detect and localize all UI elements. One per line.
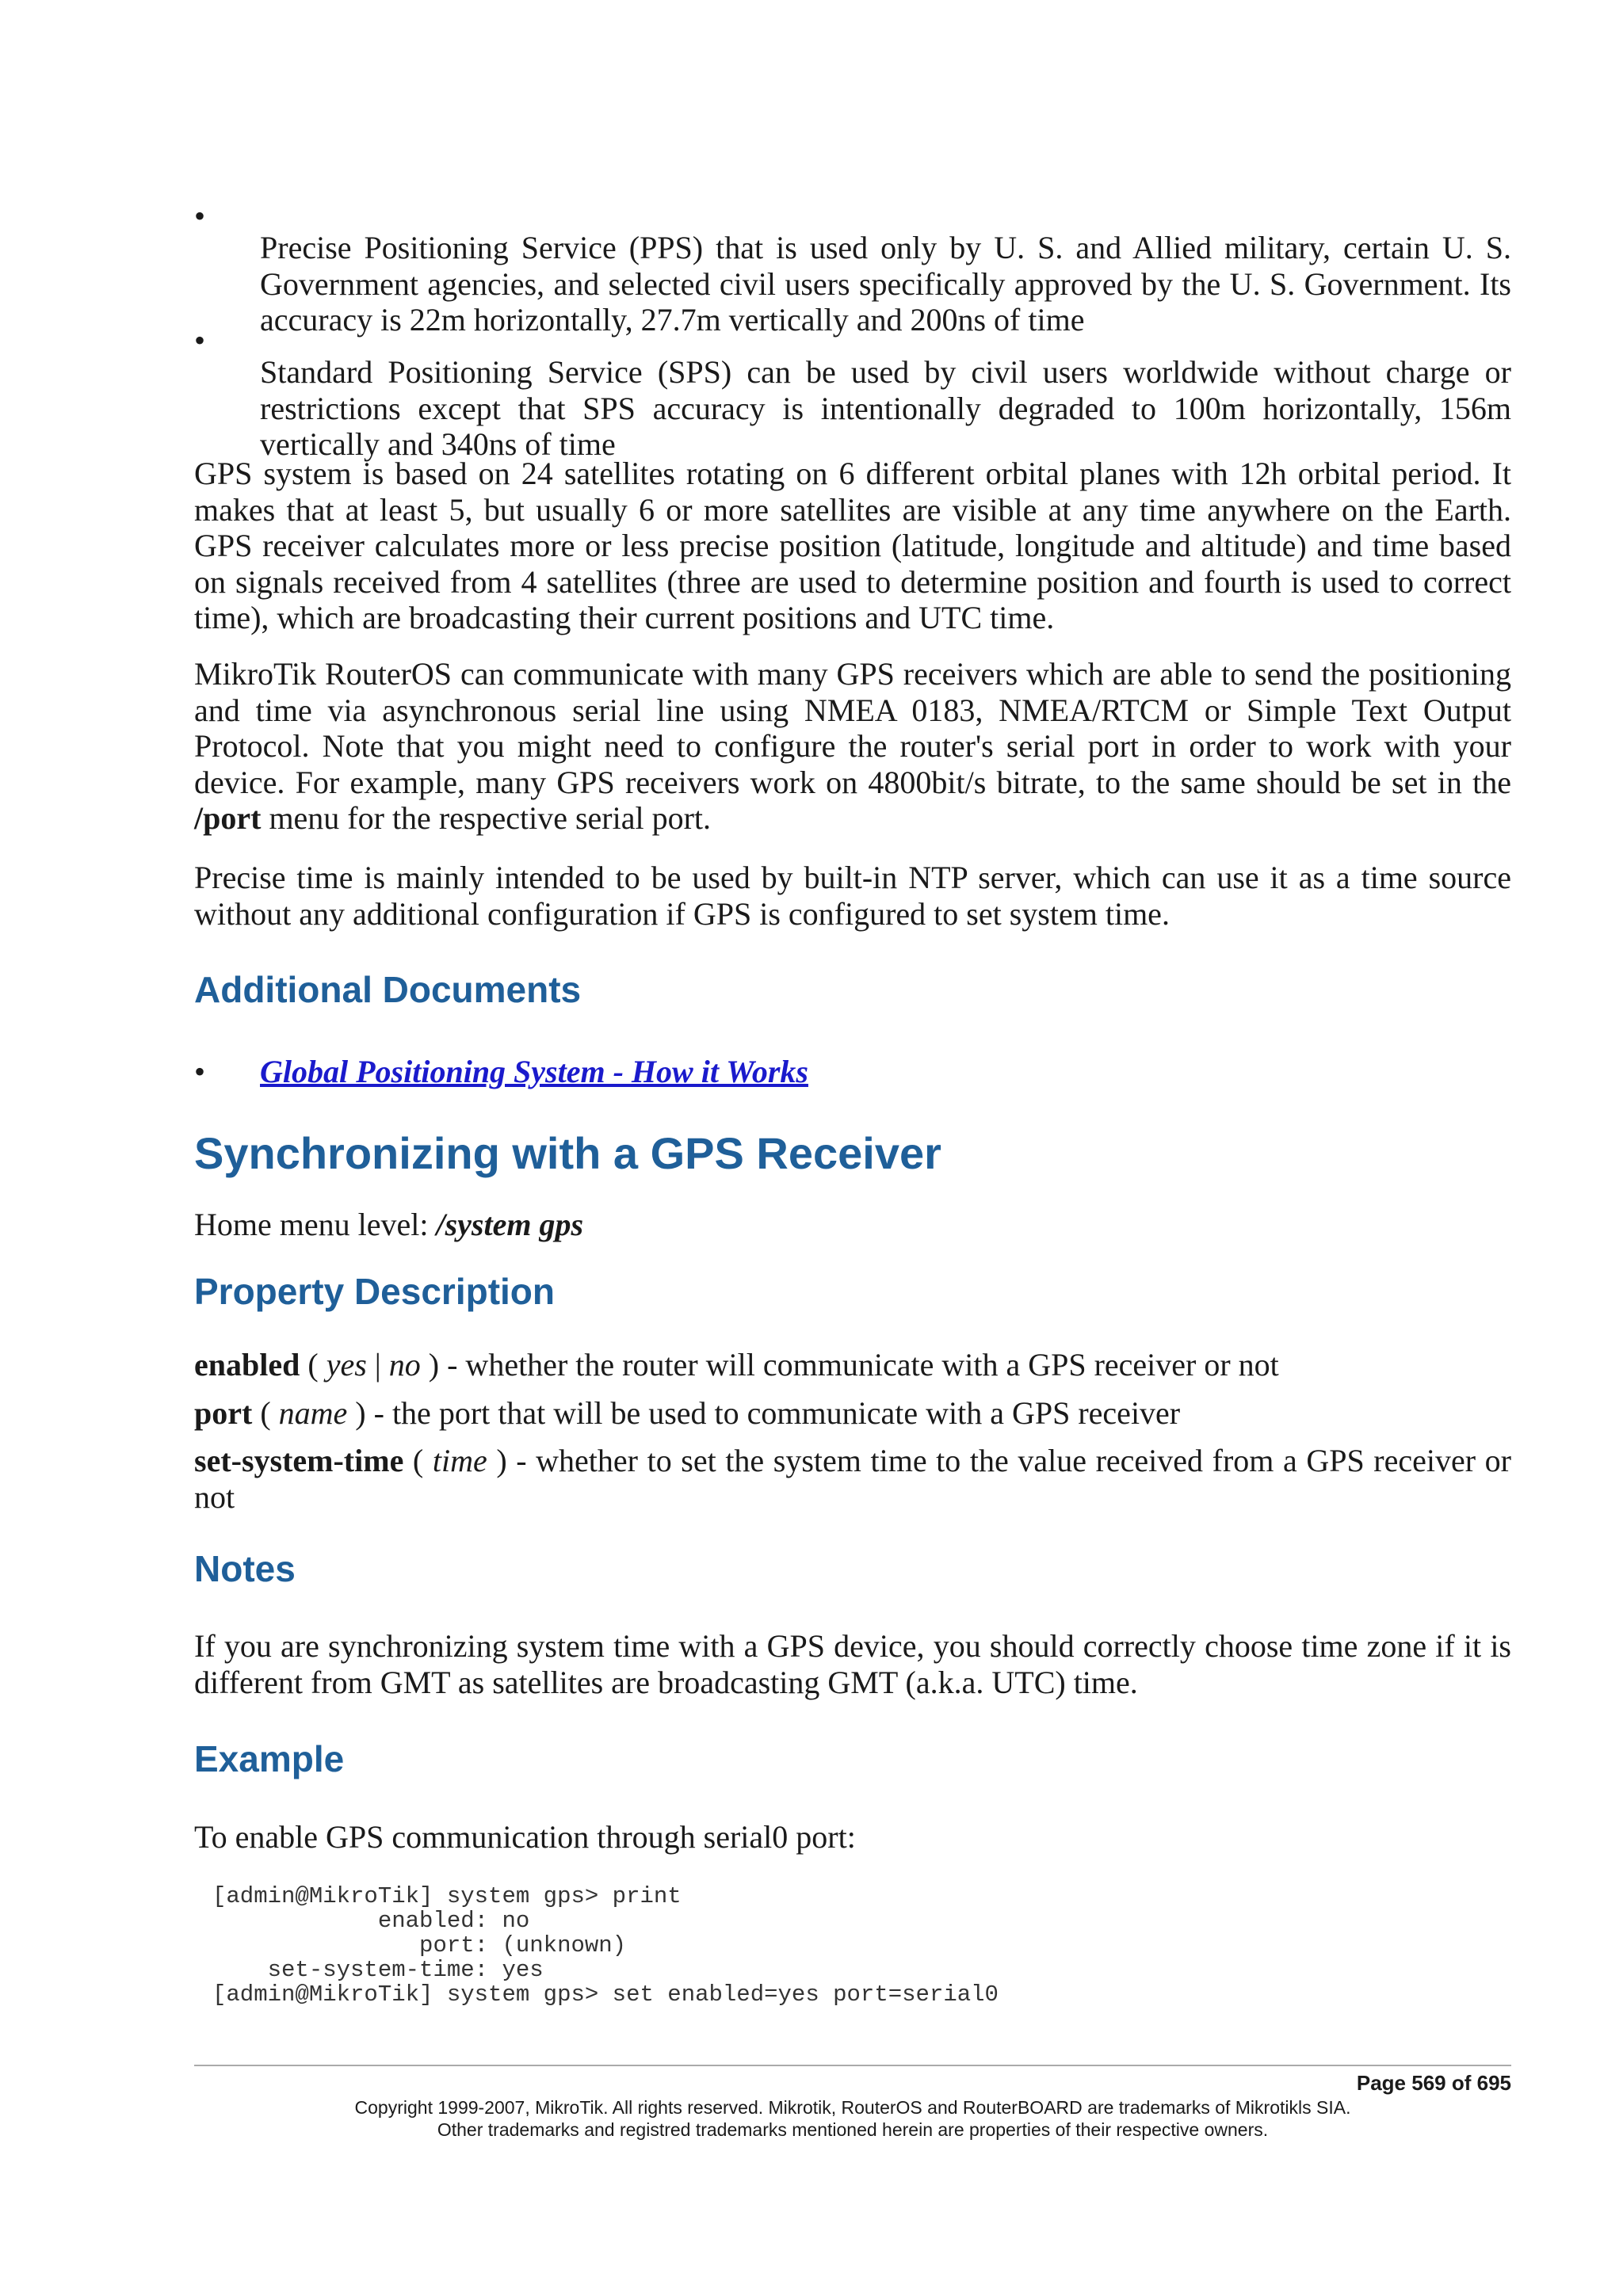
property-paren: ( <box>300 1347 327 1383</box>
footer-divider <box>194 2065 1511 2066</box>
copyright-line-2: Other trademarks and registred trademarks mentioned herein are properties of their respective owners. <box>437 2119 1269 2140</box>
property-enabled <box>194 1347 1511 1383</box>
heading-property-description: Property Description <box>194 1271 555 1312</box>
bullet-marker: • <box>194 322 206 358</box>
property-type: name <box>278 1395 348 1431</box>
example-intro: To enable GPS communication through serial0 port: <box>194 1819 856 1855</box>
heading-additional-documents: Additional Documents <box>194 969 582 1010</box>
notes-text: If you are synchronizing system time with a GPS device, you should correctly choose time zone if it is different from GMT as satellites are broadcasting GMT (a.k.a. UTC) time. <box>194 1628 1511 1700</box>
property-desc: - whether the router will communicate with a GPS receiver or not <box>439 1347 1279 1383</box>
property-type: time <box>432 1443 487 1478</box>
heading-example: Example <box>194 1738 345 1779</box>
list-item <box>194 1054 1511 1090</box>
bullet-marker: • <box>194 198 206 234</box>
property-paren: ) <box>347 1395 366 1431</box>
heading-notes: Notes <box>194 1548 296 1589</box>
code-block: [admin@MikroTik] system gps> print enabled: no port: (unknown) set-system-time: yes [admin@MikroTik] system gps> set enabled=yes port=serial0 <box>212 1883 999 2008</box>
bullet-text-pps: Precise Positioning Service (PPS) that is used only by U. S. and Allied military, certain U. S. Government agencies, and selected civil users specifically approved by the U. S. Government. Its accuracy is 22m horizontally, 27.7m vertically and 200ns of time <box>260 230 1511 338</box>
property-paren: ( <box>252 1395 279 1431</box>
property-paren: ) <box>420 1347 440 1383</box>
paragraph-mikrotik <box>194 656 1511 837</box>
page-number: Page 569 of 695 <box>1356 2071 1511 2095</box>
property-port <box>194 1395 1511 1432</box>
bullet-marker: • <box>194 1054 206 1089</box>
property-type: no <box>388 1347 421 1383</box>
property-name: enabled <box>194 1347 300 1383</box>
property-separator: | <box>366 1347 389 1383</box>
port-menu-path: /port <box>194 800 262 836</box>
copyright-line-1: Copyright 1999-2007, MikroTik. All rights reserved. Mikrotik, RouterOS and RouterBOARD are trademarks of Mikrotikls SIA. <box>354 2097 1351 2118</box>
property-type: yes <box>326 1347 367 1383</box>
property-desc: - whether to set the system time to the value received from a GPS receiver or not <box>194 1443 1511 1515</box>
home-menu-path: /system gps <box>436 1207 584 1242</box>
bullet-text-sps: Standard Positioning Service (SPS) can be used by civil users worldwide without charge or restrictions except that SPS accuracy is intentionally degraded to 100m horizontally, 156m vertically and 340ns of time <box>260 354 1511 462</box>
home-menu-label: Home menu level: <box>194 1207 437 1242</box>
paragraph-gps-system: GPS system is based on 24 satellites rotating on 6 different orbital planes with 12h orbital period. It makes that at least 5, but usually 6 or more satellites are visible at any time anywhere on the Earth. GPS receiver calculates more or less precise position (latitude, longitude and altitude) and time based on signals received from 4 satellites (three are used to determine position and fourth is used to correct time), which are broadcasting their current positions and UTC time. <box>194 456 1511 635</box>
property-name: port <box>194 1395 253 1431</box>
property-paren: ) <box>487 1443 507 1478</box>
paragraph-ntp: Precise time is mainly intended to be used by built-in NTP server, which can use it as a time source without any additional configuration if GPS is configured to set system time. <box>194 860 1511 932</box>
footer-copyright <box>194 2096 1511 2141</box>
paragraph-mikrotik-tail: menu for the respective serial port. <box>261 800 711 836</box>
link-gps-how-it-works[interactable]: Global Positioning System - How it Works <box>260 1054 808 1089</box>
home-menu-level <box>194 1207 1511 1243</box>
property-name: set-system-time <box>194 1443 404 1478</box>
paragraph-mikrotik-text: MikroTik RouterOS can communicate with many GPS receivers which are able to send the positioning and time via asynchronous serial line using NMEA 0183, NMEA/RTCM or Simple Text Output Protocol. Note that you might need to configure the router's serial port in order to work with your device. For example, many GPS receivers work on 4800bit/s bitrate, to the same should be set in the <box>194 656 1511 800</box>
property-desc: - the port that will be used to communicate with a GPS receiver <box>365 1395 1181 1431</box>
heading-synchronizing: Synchronizing with a GPS Receiver <box>194 1128 941 1178</box>
property-paren: ( <box>403 1443 433 1478</box>
property-set-system-time <box>194 1443 1511 1515</box>
